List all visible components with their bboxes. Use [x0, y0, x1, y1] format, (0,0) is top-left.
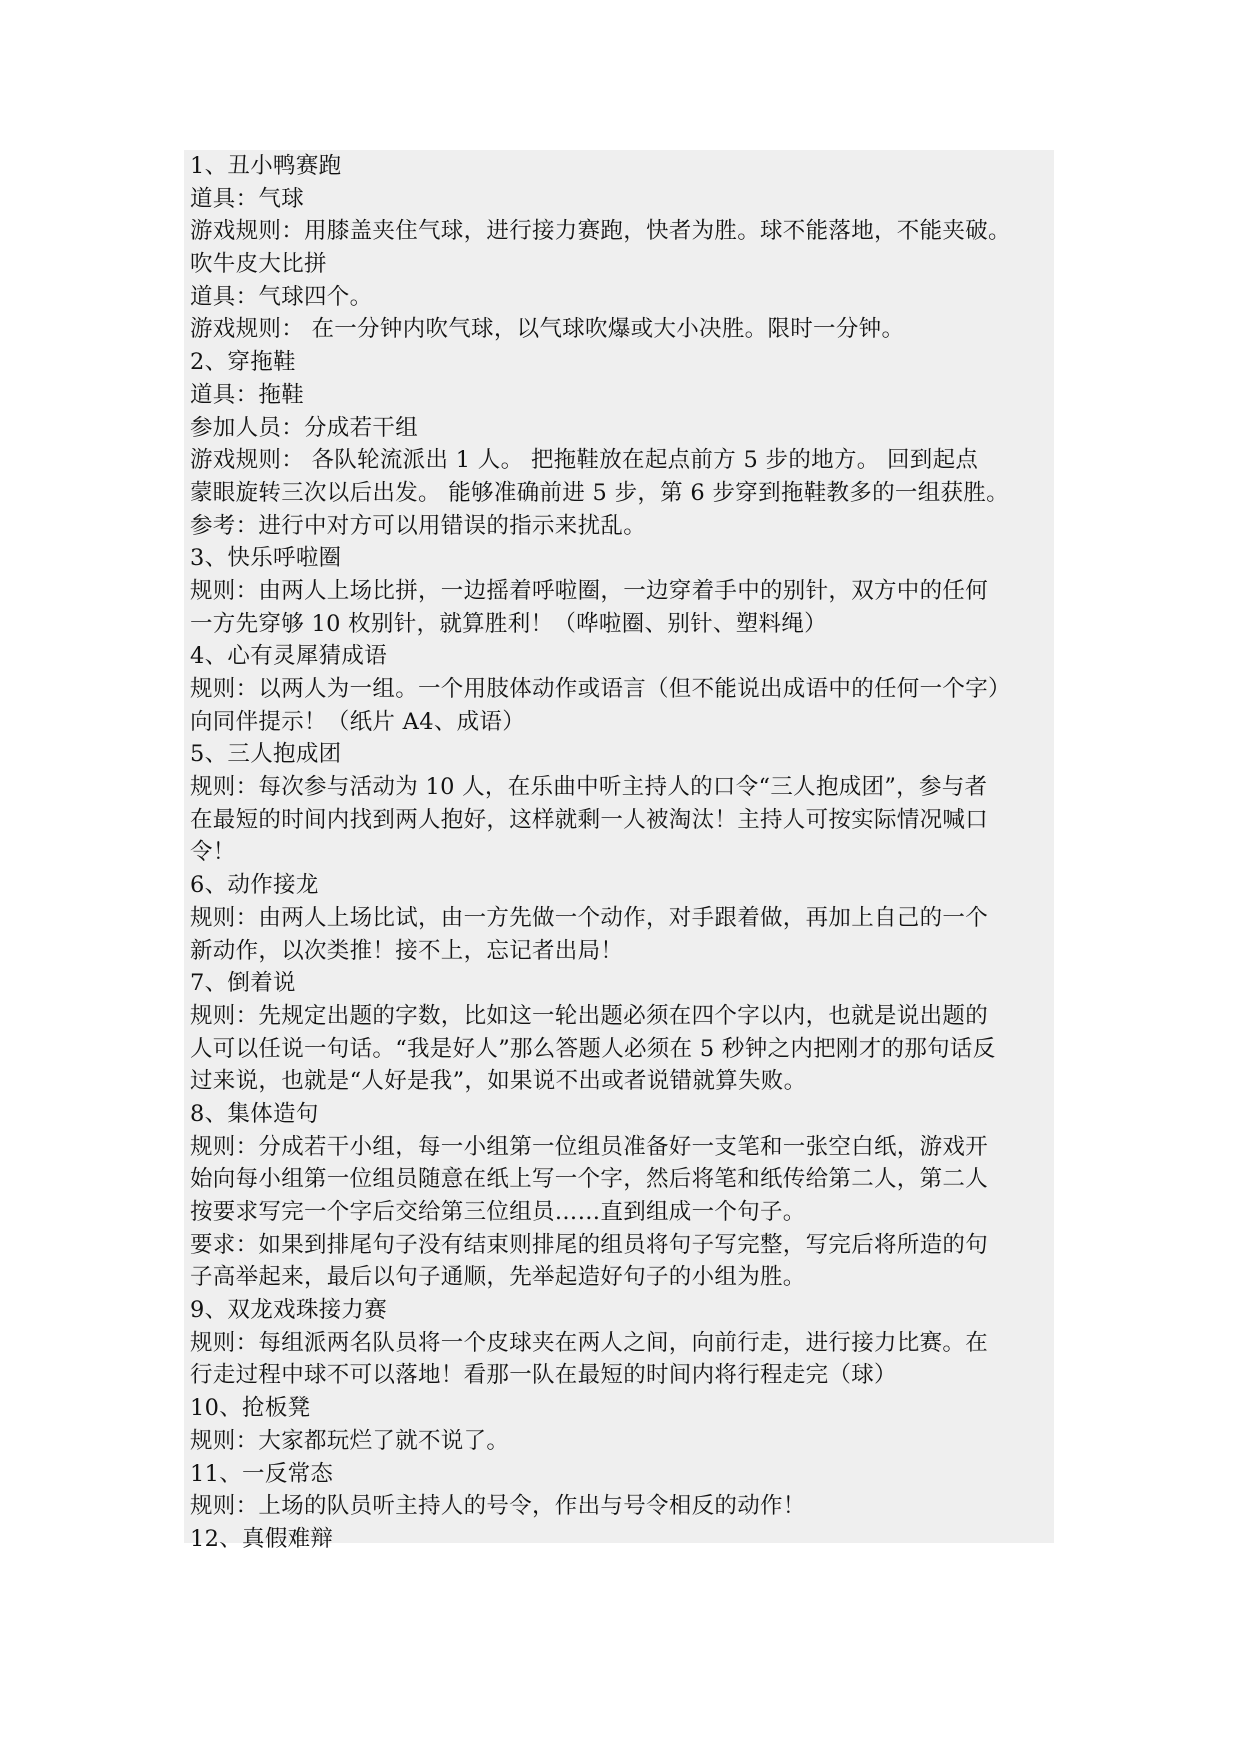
- text-line: 游戏规则： 各队轮流派出 1 人。 把拖鞋放在起点前方 5 步的地方。 回到起点: [190, 447, 979, 474]
- text-line: 2、穿拖鞋: [190, 349, 296, 376]
- text-line: 子高举起来，最后以句子通顺，先举起造好句子的小组为胜。: [190, 1264, 806, 1291]
- text-line: 始向每小组第一位组员随意在纸上写一个字，然后将笔和纸传给第二人，第二人: [190, 1166, 989, 1193]
- text-line: 12、真假难辩: [190, 1525, 334, 1552]
- text-line: 道具：气球: [190, 185, 305, 212]
- text-line: 一方先穿够 10 枚别针，就算胜利！（哗啦圈、别针、塑料绳）: [190, 610, 827, 637]
- text-line: 向同伴提示！（纸片 A4、成语）: [190, 708, 526, 735]
- text-line: 规则：大家都玩烂了就不说了。: [190, 1427, 510, 1454]
- text-line: 4、心有灵犀猜成语: [190, 643, 388, 670]
- text-line: 规则：分成若干小组，每一小组第一位组员准备好一支笔和一张空白纸，游戏开: [190, 1133, 989, 1160]
- text-line: 规则：先规定出题的字数，比如这一轮出题必须在四个字以内，也就是说出题的: [190, 1002, 989, 1029]
- text-line: 参加人员：分成若干组: [190, 414, 419, 441]
- text-line: 参考：进行中对方可以用错误的指示来扰乱。: [190, 512, 647, 539]
- text-line: 1、丑小鸭赛跑: [190, 153, 342, 179]
- text-line: 令！: [190, 839, 236, 866]
- text-line: 3、快乐呼啦圈: [190, 545, 342, 572]
- text-line: 蒙眼旋转三次以后出发。 能够准确前进 5 步，第 6 步穿到拖鞋教多的一组获胜。: [190, 479, 1009, 506]
- text-line: 道具：气球四个。: [190, 283, 373, 310]
- text-line: 规则：上场的队员听主持人的号令，作出与号令相反的动作！: [190, 1493, 806, 1520]
- text-line: 在最短的时间内找到两人抱好，这样就剩一人被淘汰！主持人可按实际情况喊口: [190, 806, 989, 833]
- text-line: 6、动作接龙: [190, 872, 319, 899]
- text-line: 规则：由两人上场比拼，一边摇着呼啦圈，一边穿着手中的别针，双方中的任何: [190, 577, 989, 604]
- text-line: 10、抢板凳: [190, 1395, 311, 1422]
- text-line: 规则：每次参与活动为 10 人，在乐曲中听主持人的口令“三人抱成团”，参与者: [190, 774, 988, 801]
- text-line: 规则：以两人为一组。一个用肢体动作或语言（但不能说出成语中的任何一个字）: [190, 676, 1011, 702]
- text-line: 游戏规则：用膝盖夹住气球，进行接力赛跑，快者为胜。球不能落地，不能夹破。: [190, 218, 1011, 245]
- text-line: 规则：由两人上场比试，由一方先做一个动作，对手跟着做，再加上自己的一个: [190, 904, 989, 931]
- text-line: 规则：每组派两名队员将一个皮球夹在两人之间，向前行走，进行接力比赛。在: [190, 1329, 989, 1356]
- text-line: 过来说，也就是“人好是我”，如果说不出或者说错就算失败。: [190, 1068, 807, 1095]
- text-line: 新动作，以次类推！接不上，忘记者出局！: [190, 937, 624, 964]
- text-line: 游戏规则： 在一分钟内吹气球，以气球吹爆或大小决胜。限时一分钟。: [190, 316, 905, 343]
- text-line: 人可以任说一句话。“我是好人”那么答题人必须在 5 秒钟之内把刚才的那句话反: [190, 1035, 996, 1062]
- text-line: 道具：拖鞋: [190, 381, 305, 408]
- text-line: 7、倒着说: [190, 970, 296, 997]
- document-text-block: [184, 150, 1054, 1552]
- text-line: 吹牛皮大比拼: [190, 251, 327, 278]
- text-line: 按要求写完一个字后交给第三位组员……直到组成一个句子。: [190, 1199, 806, 1225]
- text-line: 11、一反常态: [190, 1460, 334, 1487]
- text-line: 9、双龙戏珠接力赛: [190, 1297, 388, 1324]
- text-line: 要求：如果到排尾句子没有结束则排尾的组员将句子写完整，写完后将所造的句: [190, 1231, 989, 1258]
- text-line: 5、三人抱成团: [190, 741, 342, 768]
- text-line: 8、集体造句: [190, 1100, 319, 1127]
- text-line: 行走过程中球不可以落地！看那一队在最短的时间内将行程走完（球）: [190, 1362, 897, 1389]
